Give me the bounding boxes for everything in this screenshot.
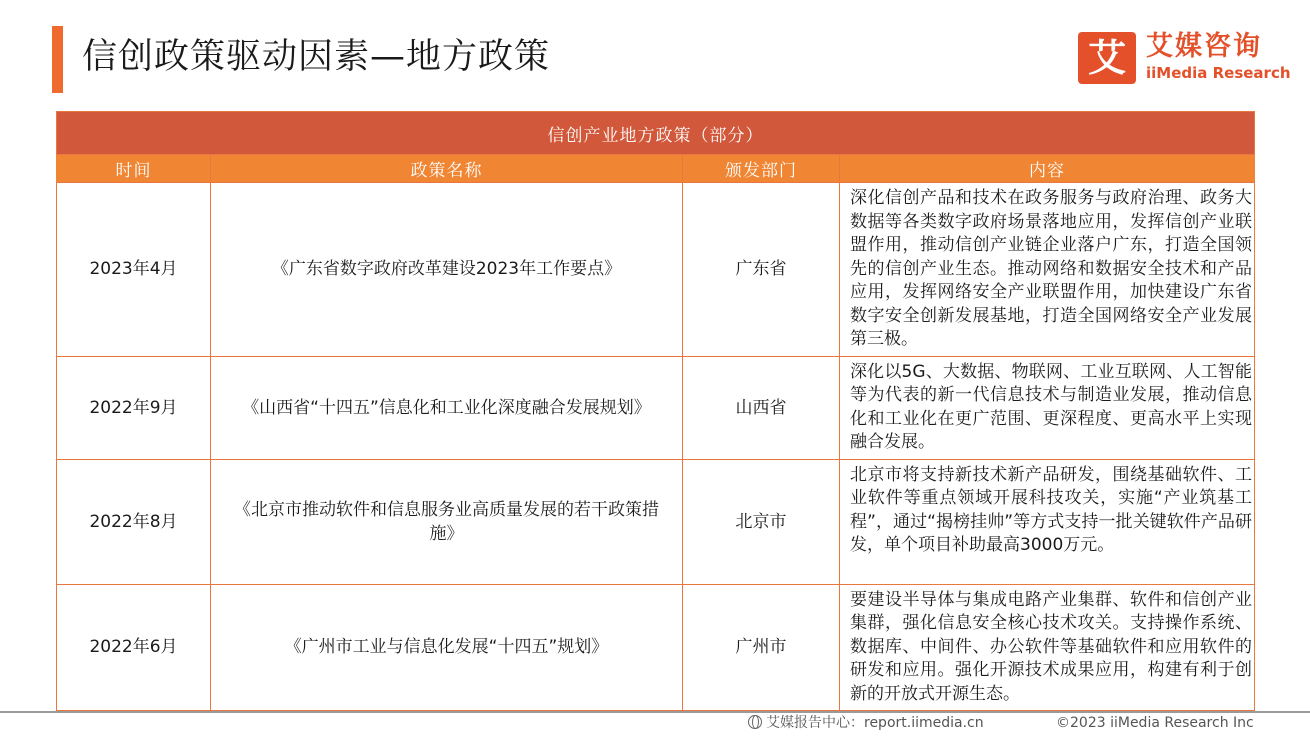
cell-time: 2022年6月	[57, 584, 211, 711]
cell-policy-name: 《北京市推动软件和信息服务业高质量发展的若干政策措施》	[211, 459, 683, 584]
footer-copyright: ©2023 iiMedia Research Inc	[1056, 715, 1254, 731]
cell-time: 2023年4月	[57, 183, 211, 357]
table-row	[57, 356, 1255, 459]
table-row	[57, 584, 1255, 711]
policy-table	[56, 111, 1255, 711]
cell-policy-name: 《山西省“十四五”信息化和工业化深度融合发展规划》	[211, 356, 683, 459]
header-department: 颁发部门	[683, 155, 840, 183]
table-caption-row	[57, 112, 1255, 155]
cell-policy-name: 《广东省数字政府改革建设2023年工作要点》	[211, 183, 683, 357]
cell-department: 广州市	[683, 584, 840, 711]
cell-department: 广东省	[683, 183, 840, 357]
header-time: 时间	[57, 155, 211, 183]
cell-content: 深化以5G、大数据、物联网、工业互联网、人工智能等为代表的新一代信息技术与制造业发展，推动信息化和工业化在更广范围、更深程度、更高水平上实现融合发展。	[840, 356, 1255, 459]
cell-policy-name: 《广州市工业与信息化发展“十四五”规划》	[211, 584, 683, 711]
logo-english-name: iiMedia Research	[1146, 64, 1291, 82]
page-title: 信创政策驱动因素—地方政策	[82, 37, 551, 77]
cell-department: 山西省	[683, 356, 840, 459]
table-header-row	[57, 155, 1255, 183]
title-accent-bar	[52, 26, 63, 93]
cell-content: 深化信创产品和技术在政务服务与政府治理、政务大数据等各类数字政府场景落地应用，发挥信创产业联盟作用，推动信创产业链企业落户广东，打造全国领先的信创产业生态。推动网络和数据安全技术和产品应用，发挥网络安全产业联盟作用，加快建设广东省数字安全创新发展基地，打造全国网络安全产业发展第三极。	[840, 183, 1255, 357]
globe-icon	[748, 715, 762, 729]
cell-time: 2022年9月	[57, 356, 211, 459]
table-caption: 信创产业地方政策（部分）	[57, 112, 1255, 155]
cell-time: 2022年8月	[57, 459, 211, 584]
table-row	[57, 459, 1255, 584]
footer-source	[748, 713, 984, 733]
header-content: 内容	[840, 155, 1255, 183]
cell-department: 北京市	[683, 459, 840, 584]
logo-mark-icon: 艾	[1078, 32, 1136, 84]
table-row	[57, 183, 1255, 357]
logo-chinese-name: 艾媒咨询	[1146, 31, 1262, 62]
iimedia-logo	[1078, 31, 1291, 87]
footer-source-text: 艾媒报告中心：report.iimedia.cn	[766, 715, 984, 731]
cell-content: 要建设半导体与集成电路产业集群、软件和信创产业集群，强化信息安全核心技术攻关。支持操作系统、数据库、中间件、办公软件等基础软件和应用软件的研发和应用。强化开源技术成果应用，构建有利于创新的开放式开源生态。	[840, 584, 1255, 711]
header-policy-name: 政策名称	[211, 155, 683, 183]
cell-content: 北京市将支持新技术新产品研发，围绕基础软件、工业软件等重点领域开展科技攻关，实施“产业筑基工程”，通过“揭榜挂帅”等方式支持一批关键软件产品研发，单个项目补助最高3000万元。	[840, 459, 1255, 584]
